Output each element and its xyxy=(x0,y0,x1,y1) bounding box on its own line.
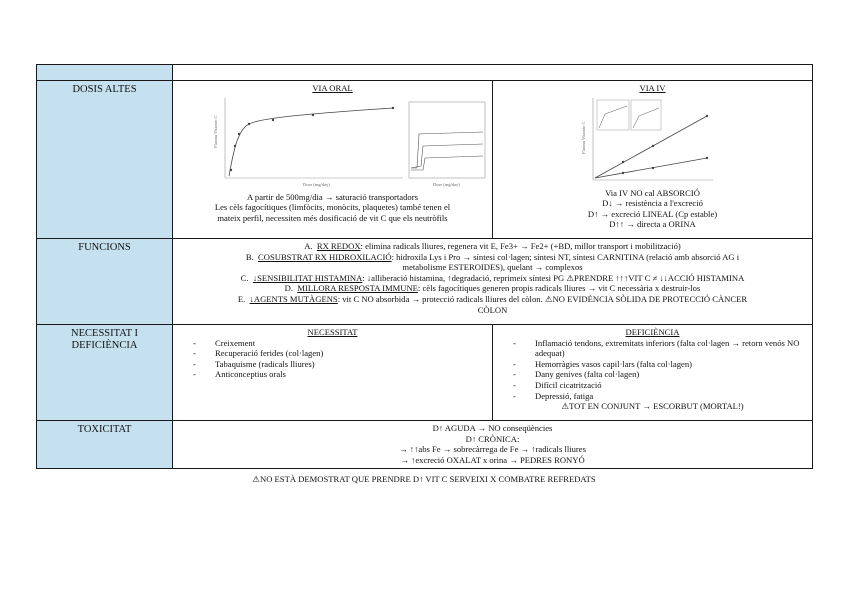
iv-line-2: D↓ → resistència a l'excreció xyxy=(602,198,703,209)
row-label-necessitat: NECESSITAT I DEFICIÈNCIA xyxy=(37,325,173,421)
row-label-dosis: DOSIS ALTES xyxy=(37,81,173,239)
list-item: - Inflamació tendons, extremitats inferiors (falta col·lagen → retorn venós NO adequat) xyxy=(513,338,804,359)
toxicitat-line-4: → ↑excreció OXALAT x orina → PEDRES RONYÓ xyxy=(400,454,585,465)
oral-y-label: Plasma Vitamin C xyxy=(213,114,218,148)
via-oral-title: VIA ORAL xyxy=(312,83,353,93)
necessitat-list xyxy=(173,338,492,380)
list-item: - Recuperació ferides (col·lagen) xyxy=(193,348,492,359)
funcions-cell xyxy=(173,239,813,325)
oral-line-2: Les cèls fagocítiques (limfòcits, monòcits, plaquetes) també tenen el xyxy=(214,202,451,213)
list-item: - Difícil cicatrització xyxy=(513,380,804,391)
via-oral-cell xyxy=(173,81,493,239)
oral-line-3: mateix perfil, necessiten més dosificació de vit C que els neutròfils xyxy=(217,212,448,223)
list-item: - Depressió, fatiga xyxy=(513,391,804,402)
row-label-toxicitat: TOXICITAT xyxy=(37,421,173,469)
header-blank-span xyxy=(173,65,813,81)
oral-x-label: Dose (mg/day) xyxy=(303,181,330,187)
oral-points xyxy=(230,106,394,170)
funcio-e-cont: CÒLON xyxy=(477,304,508,315)
toxicitat-cell xyxy=(173,421,813,469)
funcio-c: C. ↓SENSIBILITAT HISTAMINA: ↓alliberació histamina, ↑degradació, reprimeix síntesi PG ⚠PRENDRE ↑↑↑VIT C ≠ ↓↓ACCIÓ HISTAMINA xyxy=(240,272,745,283)
iv-line-3: D↑ → excreció LINEAL (Cp estable) xyxy=(587,208,718,219)
oral-dose-plot xyxy=(173,94,491,192)
list-item: - Creixement xyxy=(193,338,492,349)
oral-inset-x-label: Dose (mg/day) xyxy=(433,181,460,187)
necessitat-title: NECESSITAT xyxy=(307,327,358,337)
funcio-e: E. ↓AGENTS MUTÀGENS: vit C NO absorbida → protecció radicals lliures del còlon. ⚠NO EVIDÈNCIA SÒLIDA DE PROTECCIÓ CÀNCER xyxy=(237,293,748,304)
toxicitat-line-3: → ↑↑abs Fe → sobrecàrrega de Fe → ↑radicals lliures xyxy=(399,444,586,455)
list-item: - Anticonceptius orals xyxy=(193,369,492,380)
header-blank-cell xyxy=(37,65,173,81)
toxicitat-line-2: D↑ CRÒNICA: xyxy=(465,433,520,444)
list-item: - Tabaquisme (radicals lliures) xyxy=(193,359,492,370)
funcio-d: D. MILLORA RESPOSTA IMMUNE: cèls fagocítiques generen propis radicals lliures → vit C necessària x destruir-los xyxy=(284,283,701,294)
iv-line-4: D↑↑ → directa a ORINA xyxy=(609,219,696,230)
iv-line-1: Via IV NO cal ABSORCIÓ xyxy=(605,187,700,198)
footer-note: ⚠NO ESTÀ DEMOSTRAT QUE PRENDRE D↑ VIT C SERVEIXI X COMBATRE REFREDATS xyxy=(252,474,596,484)
list-item: - Hemorràgies vasos capil·lars (falta col·lagen) xyxy=(513,359,804,370)
vitamin-c-table xyxy=(36,64,813,469)
iv-dose-plot xyxy=(493,94,811,188)
escorbut-note: ⚠TOT EN CONJUNT → ESCORBUT (MORTAL!) xyxy=(561,401,744,412)
deficiencia-cell xyxy=(493,325,813,421)
toxicitat-line-1: D↑ AGUDA → NO conseqüències xyxy=(432,423,553,433)
deficiencia-list xyxy=(493,338,812,402)
row-label-funcions: FUNCIONS xyxy=(37,239,173,325)
list-item: - Dany genives (falta col·lagen) xyxy=(513,369,804,380)
funcio-a: A. RX REDOX: elimina radicals lliures, regenera vit E, Fe3+ → Fe2+ (+BD, millor transport i mobilització) xyxy=(304,241,681,251)
funcio-b: B. COSUBSTRAT RX HIDROXILACIÓ: hidroxila Lys i Pro → síntesi col·lagen; síntesi NT, síntesi CARNITINA (relació amb absorció AG i xyxy=(245,251,740,262)
necessitat-cell xyxy=(173,325,493,421)
iv-line-low xyxy=(595,158,707,178)
oral-curve xyxy=(229,108,393,176)
oral-line-1: A partir de 500mg/dia → saturació transportadors xyxy=(247,191,418,202)
via-iv-title: VIA IV xyxy=(639,83,666,93)
iv-y-label: Plasma Vitamin C xyxy=(581,120,586,154)
funcio-b-cont: metabolisme ESTEROIDES), quelant → complexos xyxy=(402,262,583,273)
via-iv-cell xyxy=(493,81,813,239)
deficiencia-title: DEFICIÈNCIA xyxy=(625,327,680,337)
